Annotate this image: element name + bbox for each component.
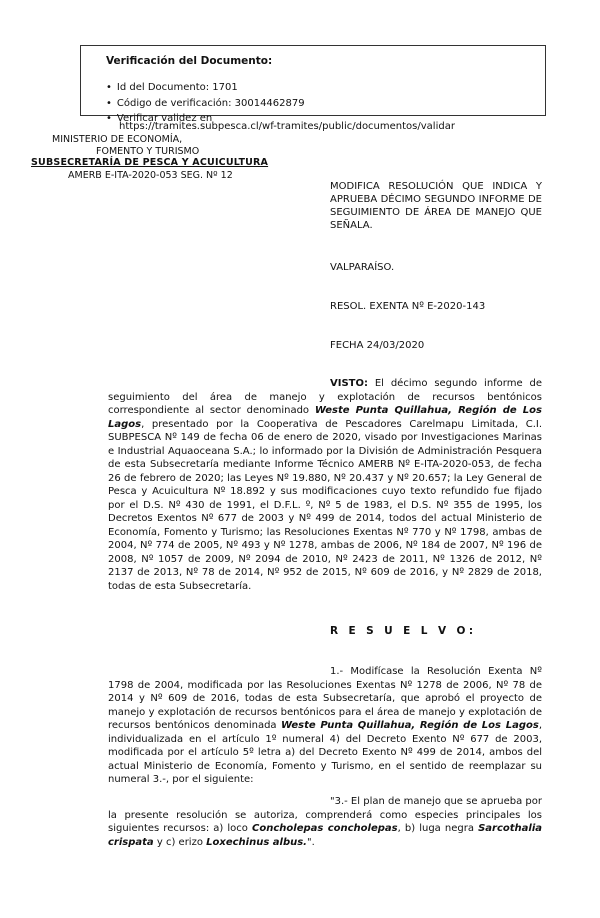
numeral-3-text-2: , b) luga negra	[397, 823, 479, 834]
numeral-3-text-4: ".	[306, 836, 315, 848]
verification-url[interactable]: https://tramites.subpesca.cl/wf-tramites/public/documentos/validar	[119, 121, 455, 132]
visto-area-name: Weste Punta Quillahua, Región de Los Lagos	[108, 405, 542, 430]
article-1-text-2: , individualizada en el artículo 1º numeral 4) del Decreto Exento Nº 677 de 2003, modificada por el artículo 5º letra a) del Decreto Exento Nº 499 de 2014, ambos del actual Ministerio de Economía, Fomento y Turismo, en el sentido de reemplazar su numeral 3.-, por el siguiente:	[108, 720, 542, 785]
article-1-area-name: Weste Punta Quillahua, Región de Los Lagos	[280, 720, 539, 731]
numeral-3-text-3: y c) erizo	[153, 836, 207, 848]
resolution-quoted-numeral-3	[108, 795, 542, 849]
resolution-number: RESOL. EXENTA Nº E-2020-143	[330, 301, 486, 312]
visto-text-1: El décimo segundo informe de seguimiento del área de manejo y explotación de recursos bentónicos correspondiente al sector denominado	[108, 378, 542, 416]
verification-id: • Id del Documento: 1701	[106, 80, 305, 96]
verification-code: • Código de verificación: 30014462879	[106, 96, 305, 112]
subsecretaria-title: SUBSECRETARÍA DE PESCA Y ACUICULTURA	[31, 157, 269, 168]
species-concholepas: Concholepas concholepas	[252, 823, 398, 834]
verification-title: Verificación del Documento:	[106, 55, 273, 67]
verification-validate-label: • Verificar validez en	[106, 111, 305, 127]
visto-paragraph	[108, 377, 542, 593]
species-sarcothalia: Sarcothalia crispata	[108, 823, 542, 848]
visto-text-2: , presentado por la Cooperativa de Pescadores Carelmapu Limitada, C.I. SUBPESCA Nº 149 de fecha 06 de enero de 2020, visado por Investigaciones Marinas e Industrial Aquaoceana S.A.; lo informado por la División de Administración Pesquera de esta Subsecretaría mediante Informe Técnico AMERB Nº E-ITA-2020-053, de fecha 26 de febrero de 2020; las Leyes Nº 19.880, Nº 20.437 y Nº 20.657; la Ley General de Pesca y Acuicultura Nº 18.892 y sus modificaciones cuyo texto refundido fue fijado por el D.S. Nº 430 de 1991, el D.F.L. º, Nº 5 de 1983, el D.S. Nº 355 de 1995, los Decretos Exentos Nº 677 de 2003 y Nº 499 de 2014, todos del actual Ministerio de Economía, Fomento y Turismo; las Resoluciones Exentas Nº 770 y Nº 1798, ambas de 2004, Nº 774 de 2005, Nº 493 y Nº 1278, ambas de 2006, Nº 184 de 2007, Nº 196 de 2008, Nº 1057 de 2009, Nº 2094 de 2010, Nº 2423 de 2011, Nº 1326 de 2012, Nº 2137 de 2013, Nº 78 de 2014, Nº 952 de 2015, Nº 609 de 2016, y Nº 2829 de 2018, todas de esta Subsecretaría.	[108, 418, 542, 592]
resolution-date: FECHA 24/03/2020	[330, 340, 425, 351]
article-1-text-1: 1.- Modifícase la Resolución Exenta Nº 1798 de 2004, modificada por las Resoluciones Exentas Nº 1278 de 2006, Nº 78 de 2014 y Nº 609 de 2016, todas de esta Subsecretaría, que aprobó el proyecto de manejo y explotación de recursos bentónicos para el área de manejo y explotación de recursos bentónicos denominada	[108, 666, 542, 731]
ministry-line-2: FOMENTO Y TURISMO	[96, 146, 200, 157]
numeral-3-text-1: "3.- El plan de manejo que se aprueba por la presente resolución se autoriza, comprenderá como especies principales los siguientes recursos: a) loco	[108, 796, 542, 834]
document-reference: AMERB E-ITA-2020-053 SEG. Nº 12	[68, 170, 233, 181]
resuelvo-heading: R E S U E L V O:	[330, 625, 477, 637]
verification-list	[106, 80, 305, 127]
visto-label: VISTO:	[330, 378, 368, 389]
resolution-article-1	[108, 665, 542, 787]
ministry-line-1: MINISTERIO DE ECONOMÍA,	[52, 134, 183, 145]
place: VALPARAÍSO.	[330, 262, 395, 273]
species-loxechinus: Loxechinus albus.	[206, 836, 307, 848]
resolution-subject: MODIFICA RESOLUCIÓN QUE INDICA Y APRUEBA DÉCIMO SEGUNDO INFORME DE SEGUIMIENTO DE ÁREA DE MANEJO QUE SEÑALA.	[330, 181, 542, 231]
